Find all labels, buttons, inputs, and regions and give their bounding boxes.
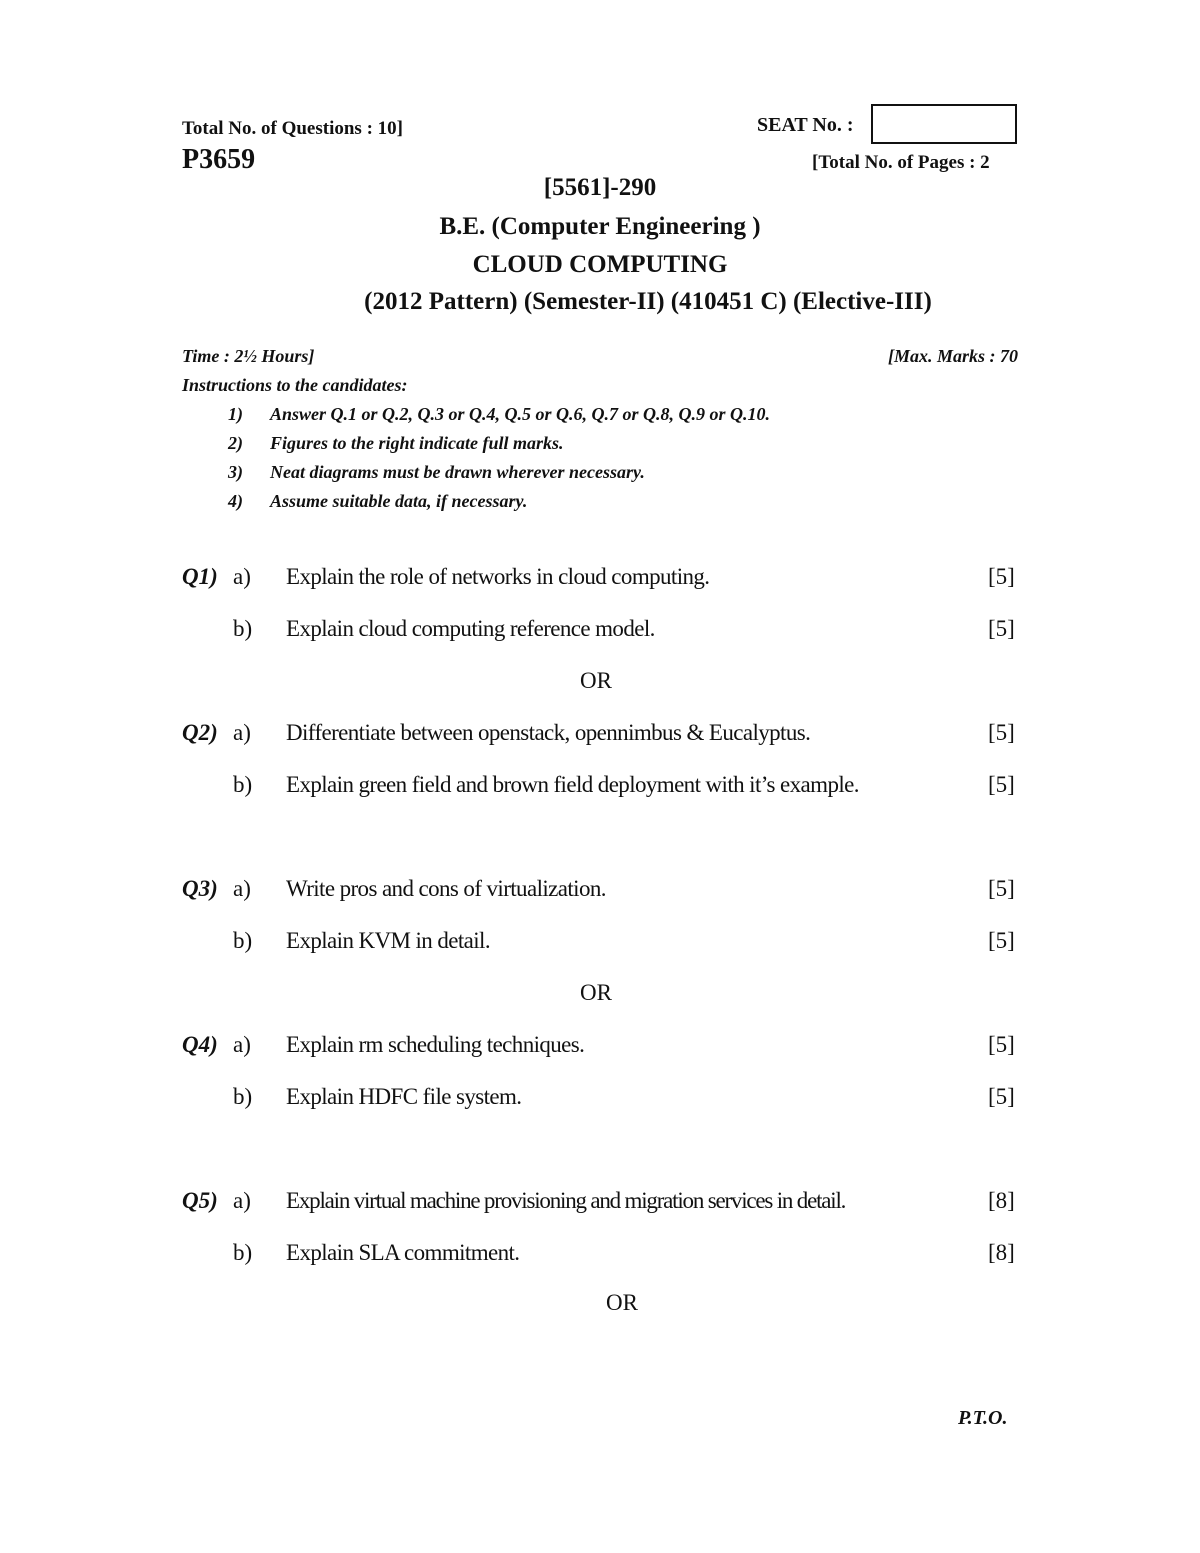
question-text: Explain SLA commitment. [286,1240,520,1265]
degree-title: B.E. (Computer Engineering ) [439,213,761,240]
instruction-number: 4) [228,491,243,511]
instructions-heading: Instructions to the candidates: [182,375,408,395]
question-number: Q2) [182,720,218,745]
instruction-number: 3) [228,462,243,482]
question-number: Q1) [182,564,218,589]
question-text: Explain green field and brown field deployment with it’s example. [286,772,859,797]
instruction-text: Answer Q.1 or Q.2, Q.3 or Q.4, Q.5 or Q.6, Q.7 or Q.8, Q.9 or Q.10. [270,404,771,424]
question-part: a) [233,564,251,589]
subject-title: CLOUD COMPUTING [472,251,728,278]
question-marks: [5] [988,772,1015,797]
question-part: a) [233,1188,251,1213]
time-allowed: Time : 2½ Hours] [182,346,315,366]
question-text: Explain virtual machine provisioning and migration services in detail. [286,1188,846,1213]
question-part: a) [233,720,251,745]
question-marks: [5] [988,616,1015,641]
please-turn-over: P.T.O. [958,1407,1008,1429]
max-marks: [Max. Marks : 70 [887,346,1018,366]
instruction-text: Assume suitable data, if necessary. [270,491,528,511]
question-text: Write pros and cons of virtualization. [286,876,606,901]
question-marks: [5] [988,928,1015,953]
question-number: Q5) [182,1188,218,1213]
question-text: Explain KVM in detail. [286,928,490,953]
question-part: b) [233,1240,253,1265]
question-marks: [5] [988,876,1015,901]
question-marks: [8] [988,1240,1015,1265]
question-part: b) [233,1084,253,1109]
or-separator: OR [580,980,612,1005]
question-marks: [5] [988,1084,1015,1109]
question-part: b) [233,772,253,797]
paper-code: P3659 [182,144,256,175]
question-number: Q4) [182,1032,218,1057]
instruction-number: 1) [228,404,243,424]
total-pages: [Total No. of Pages : 2 [812,152,990,173]
exam-code: [5561]-290 [543,174,657,201]
question-text: Explain rm scheduling techniques. [286,1032,585,1057]
question-part: a) [233,876,251,901]
seat-number-label: SEAT No. : [757,114,854,136]
question-text: Explain the role of networks in cloud computing. [286,564,710,589]
question-number: Q3) [182,876,218,901]
question-marks: [5] [988,564,1015,589]
question-marks: [5] [988,1032,1015,1057]
question-marks: [5] [988,720,1015,745]
question-text: Explain HDFC file system. [286,1084,522,1109]
instruction-text: Neat diagrams must be drawn wherever necessary. [270,462,645,482]
question-text: Explain cloud computing reference model. [286,616,655,641]
question-part: b) [233,616,253,641]
seat-number-box[interactable] [871,104,1017,144]
instruction-number: 2) [228,433,243,453]
or-separator: OR [580,668,612,693]
instruction-text: Figures to the right indicate full marks. [270,433,564,453]
total-questions: Total No. of Questions : 10] [182,118,403,139]
or-separator: OR [606,1290,638,1315]
pattern-line: (2012 Pattern) (Semester-II) (410451 C) (Elective-III) [364,288,932,315]
question-part: a) [233,1032,251,1057]
question-marks: [8] [988,1188,1015,1213]
question-part: b) [233,928,253,953]
question-text: Differentiate between openstack, opennimbus & Eucalyptus. [286,720,811,745]
